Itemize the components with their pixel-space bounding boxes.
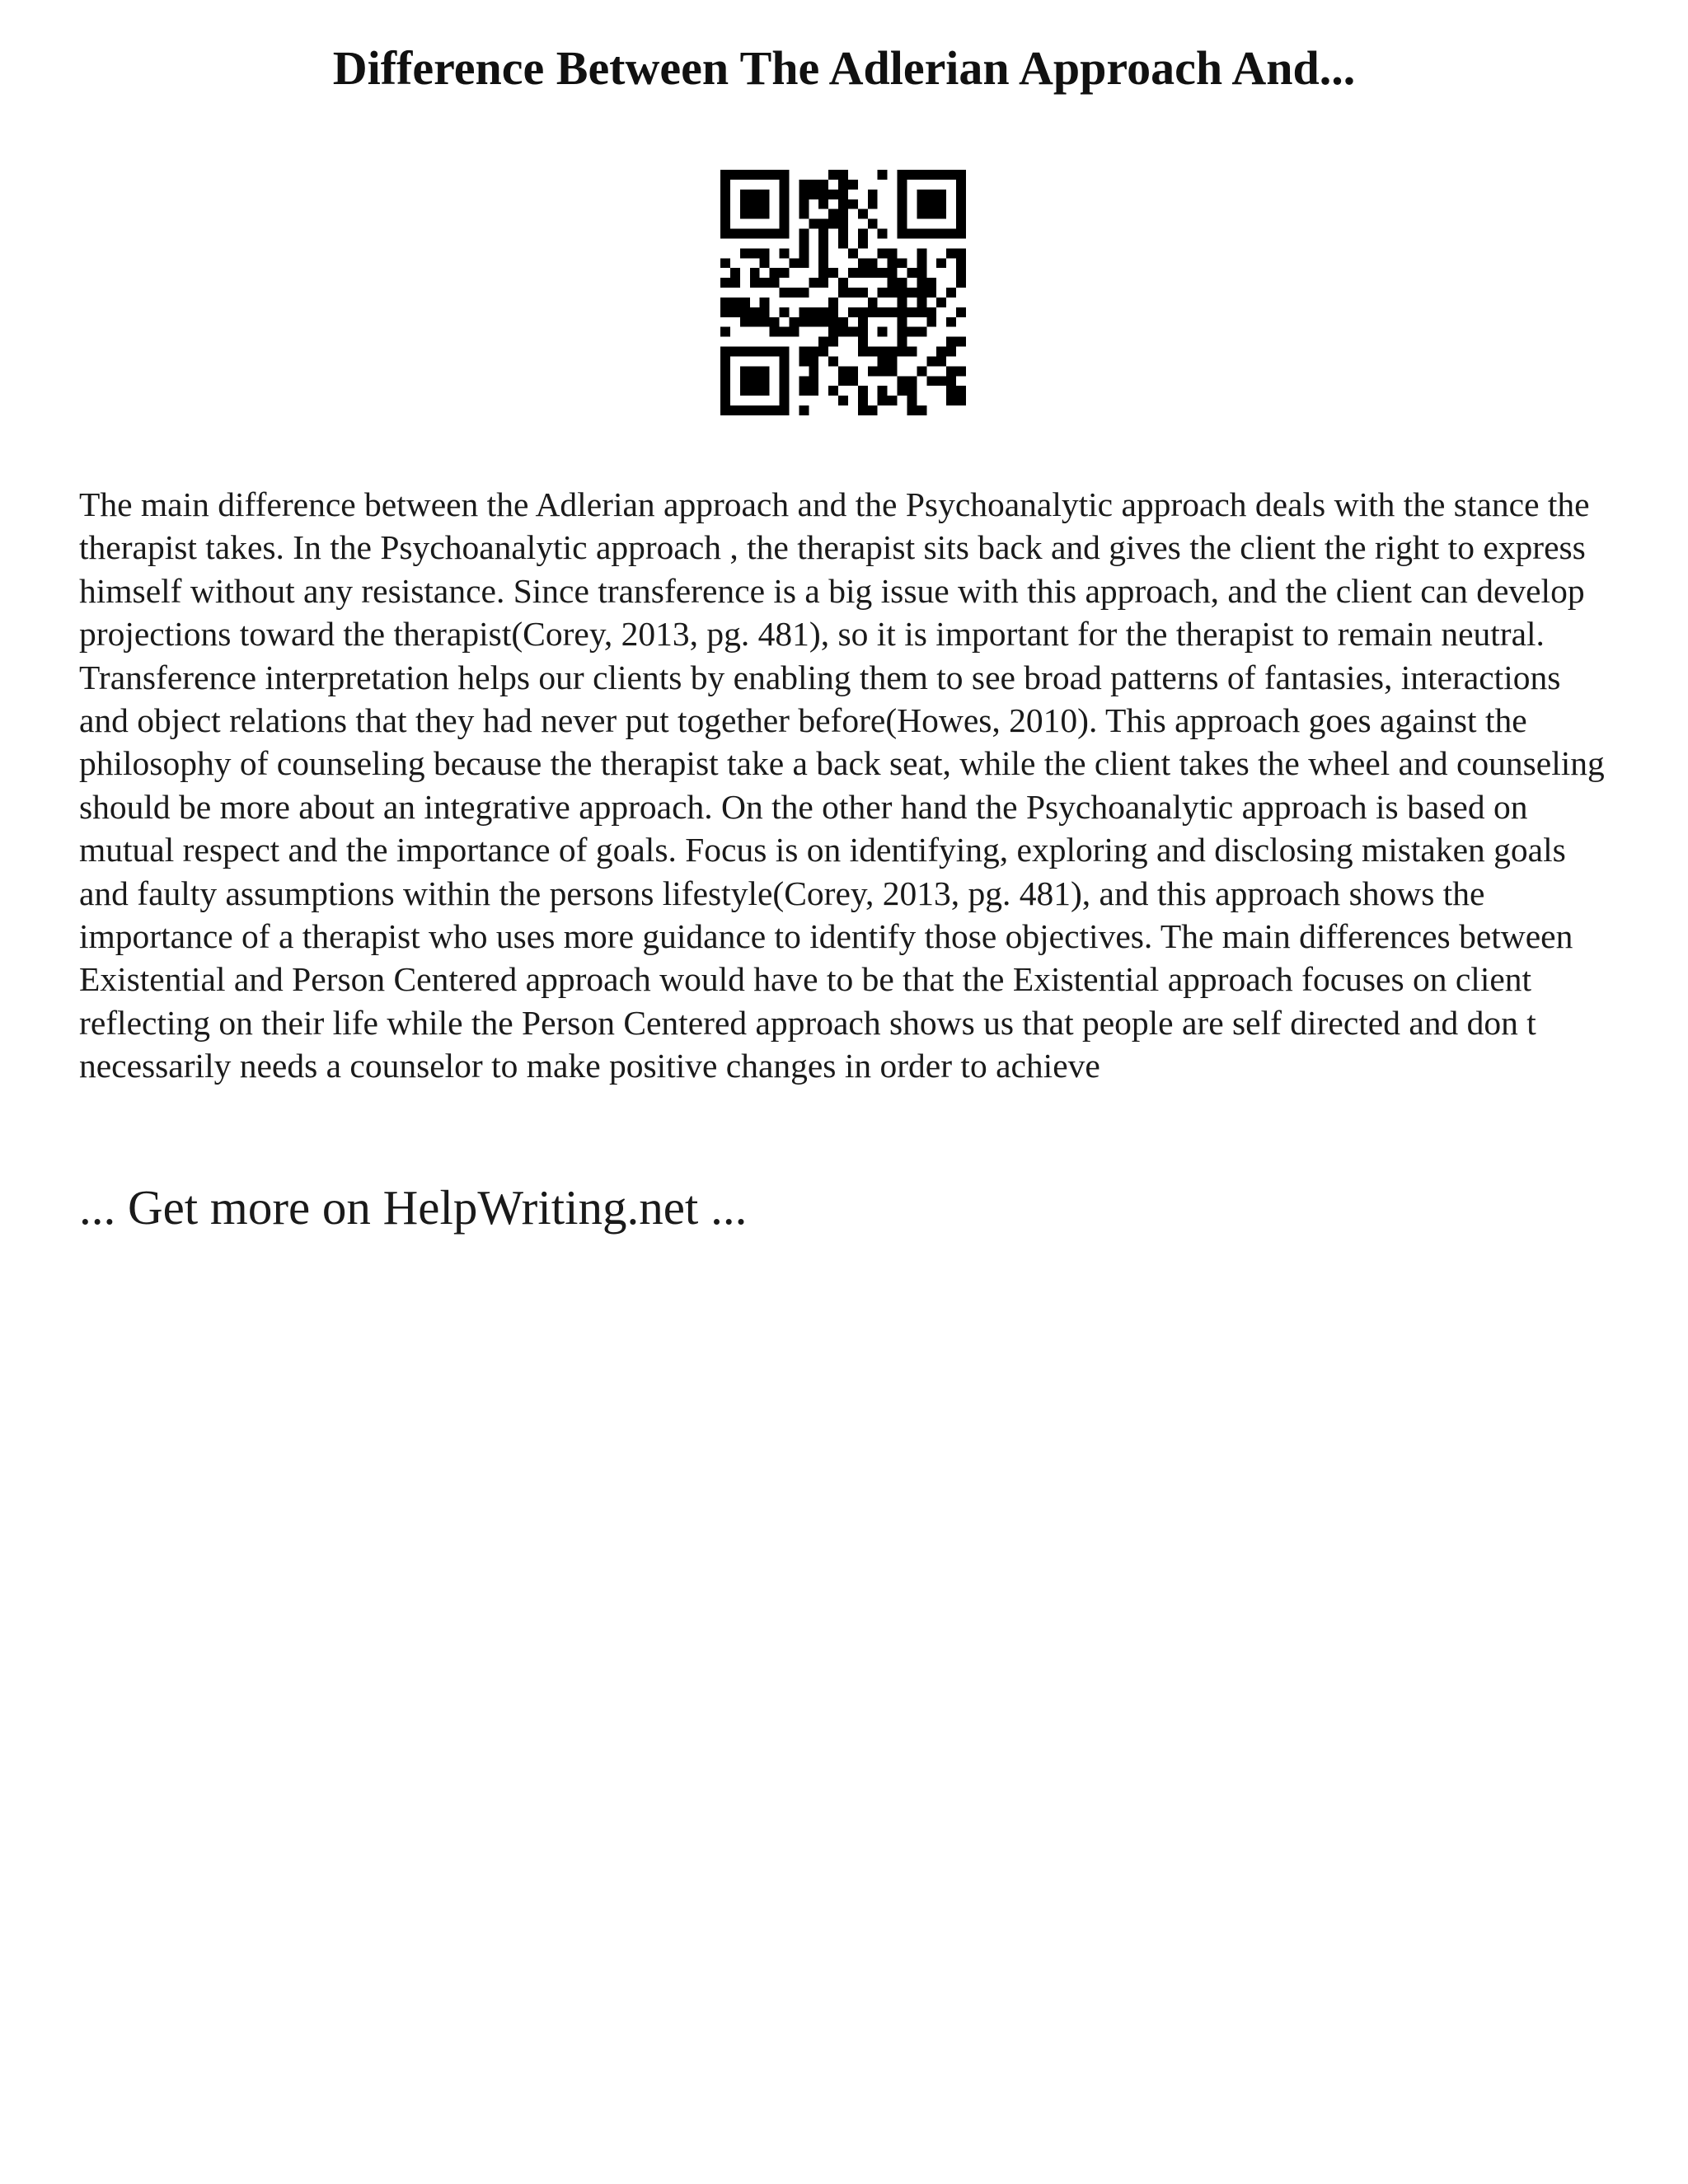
qr-code-icon — [720, 170, 966, 415]
get-more-link[interactable]: ... Get more on HelpWriting.net ... — [79, 1180, 748, 1235]
qr-code — [720, 170, 966, 415]
page-title: Difference Between The Adlerian Approach And... — [332, 41, 1356, 95]
body-paragraph: The main difference between the Adlerian approach and the Psychoanalytic approach deals with the stance the therapist takes. In the Psychoanalytic approach , the therapist sits back and gives the client the right to express himself without any resistance. Since transference is a big issue with this approach, and the client can develop projections toward the therapist(Corey, 2013, pg. 481), so it is important for the therapist to remain neutral. Transference interpretation helps our clients by enabling them to see broad patterns of fantasies, interactions and object relations that they had never put together before(Howes, 2010). This approach goes against the philosophy of counseling because the therapist take a back seat, while the client takes the wheel and counseling should be more about an integrative approach. On the other hand the Psychoanalytic approach is based on mutual respect and the importance of goals. Focus is on identifying, exploring and disclosing mistaken goals and faulty assumptions within the persons lifestyle(Corey, 2013, pg. 481), and this approach shows the importance of a therapist who uses more guidance to identify those objectives. The main differences between Existential and Person Centered approach would have to be that the Existential approach focuses on client reflecting on their life while the Person Centered approach shows us that people are self directed and don t necessarily needs a counselor to make positive changes in order to achieve — [79, 485, 1605, 1085]
